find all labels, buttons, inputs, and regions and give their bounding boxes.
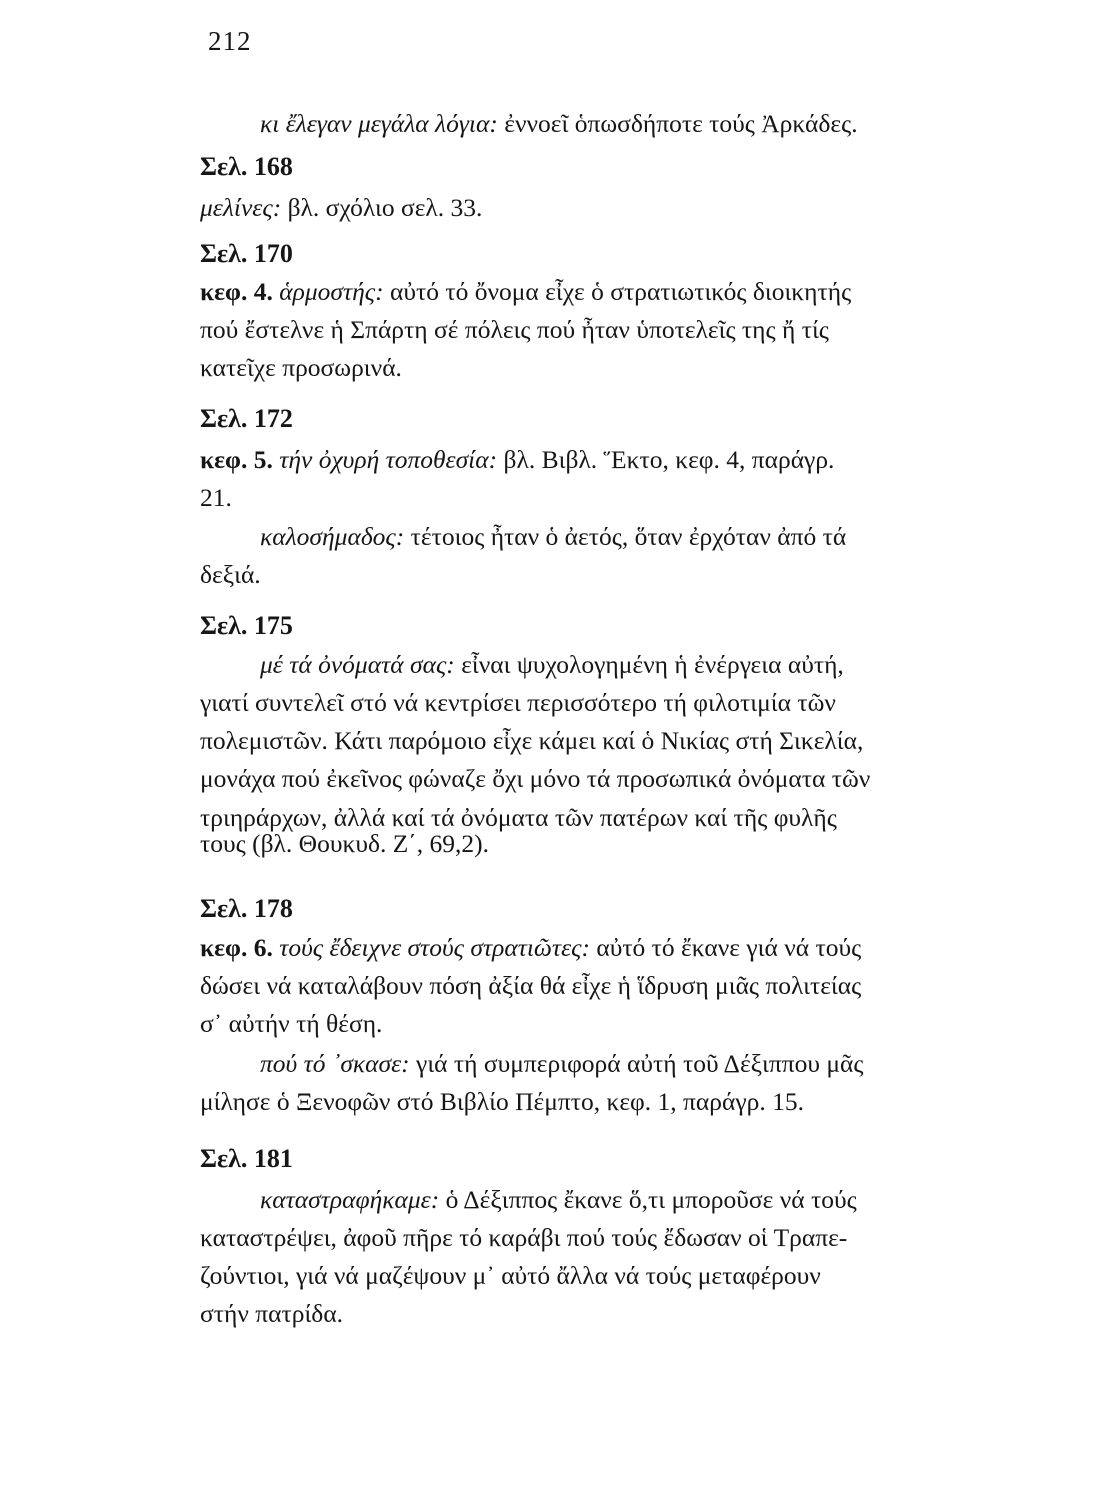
section-heading-175: Σελ. 175 [200, 611, 293, 640]
note-term: κι ἔλεγαν μεγάλα λόγια: [260, 109, 498, 138]
section-heading-178: Σελ. 178 [200, 894, 293, 923]
note-line [200, 189, 482, 227]
note-term: ἁρμοστής: [272, 277, 384, 306]
note-line [200, 518, 846, 556]
note-term: καταστραφήκαμε: [260, 1185, 440, 1214]
note-line: τους (βλ. Θουκυδ. Ζ΄, 69,2). [200, 829, 490, 858]
section-heading-172: Σελ. 172 [200, 404, 293, 433]
note-line [200, 1181, 857, 1219]
note-line: καταστρέψει, ἀφοῦ πῆρε τό καράβι πού τούς ἔδωσαν οἱ Τραπε- [200, 1223, 848, 1252]
section-heading-168: Σελ. 168 [200, 152, 293, 181]
note-line: πού ἔστελνε ἡ Σπάρτη σέ πόλεις πού ἦταν ὑποτελεῖς της ἤ τίς [200, 315, 829, 344]
note-line: σ᾽ αὐτήν τή θέση. [200, 1009, 383, 1038]
note-line [200, 929, 861, 967]
note-text: αὐτό τό ἔκανε γιά νά τούς [589, 933, 862, 962]
note-line: μίλησε ὁ Ξενοφῶν στό Βιβλίο Πέμπτο, κεφ. 1, παράγρ. 15. [200, 1087, 804, 1116]
note-line: γιατί συντελεῖ στό νά κεντρίσει περισσότερο τή φιλοτιμία τῶν [200, 688, 836, 717]
note-line: δεξιά. [200, 560, 261, 589]
note-term: τούς ἔδειχνε στούς στρατιῶτες: [272, 933, 590, 962]
note-line [200, 273, 851, 311]
note-term: τήν ὀχυρή τοποθεσία: [272, 445, 498, 474]
note-line: τριηράρχων, ἀλλά καί τά ὀνόματα τῶν πατέρων καί τῆς φυλῆς [200, 803, 837, 832]
note-line: ζούντιοι, γιά νά μαζέψουν μ᾽ αὐτό ἄλλα νά τούς μεταφέρουν [200, 1261, 821, 1290]
note-term: μελίνες: [200, 193, 282, 222]
note-line [200, 646, 844, 684]
note-line: πολεμιστῶν. Κάτι παρόμοιο εἶχε κάμει καί ὁ Νικίας στή Σικελία, [200, 726, 864, 755]
note-line: μονάχα πού ἐκεῖνος φώναζε ὄχι μόνο τά προσωπικά ὀνόματα τῶν [200, 764, 871, 793]
note-text: εἶναι ψυχολογημένη ἡ ἐνέργεια αὐτή, [454, 650, 844, 679]
page-number: 212 [208, 26, 252, 56]
note-term: καλοσήμαδος: [260, 522, 405, 551]
note-text: ἐννοεῖ ὁπωσδήποτε τούς Ἀρκάδες. [497, 109, 858, 138]
chapter-ref: κεφ. 4. [200, 277, 273, 306]
note-term: μέ τά ὀνόματά σας: [260, 650, 455, 679]
note-line [200, 441, 834, 479]
note-text: βλ. σχόλιο σελ. 33. [281, 193, 483, 222]
note-text: ὁ Δέξιππος ἔκανε ὅ,τι μποροῦσε νά τούς [439, 1185, 857, 1214]
note-line [200, 105, 858, 143]
note-text: βλ. Βιβλ. Ἕκτο, κεφ. 4, παράγρ. [497, 445, 835, 474]
note-term: πού τό ᾽σκασε: [260, 1049, 410, 1078]
note-line: δώσει νά καταλάβουν πόση ἀξία θά εἶχε ἡ ἵδρυση μιᾶς πολιτείας [200, 971, 862, 1000]
note-line: 21. [200, 483, 232, 512]
section-heading-170: Σελ. 170 [200, 239, 293, 268]
chapter-ref: κεφ. 6. [200, 933, 273, 962]
note-text: αὐτό τό ὄνομα εἶχε ὁ στρατιωτικός διοικητής [383, 277, 852, 306]
note-line [200, 1045, 864, 1083]
note-text: γιά τή συμπεριφορά αὐτή τοῦ Δέξιππου μᾶς [409, 1049, 864, 1078]
note-text: τέτοιος ἦταν ὁ ἀετός, ὅταν ἐρχόταν ἀπό τά [404, 522, 847, 551]
note-line: κατεῖχε προσωρινά. [200, 353, 402, 382]
note-line: στήν πατρίδα. [200, 1299, 344, 1328]
chapter-ref: κεφ. 5. [200, 445, 273, 474]
section-heading-181: Σελ. 181 [200, 1144, 293, 1173]
